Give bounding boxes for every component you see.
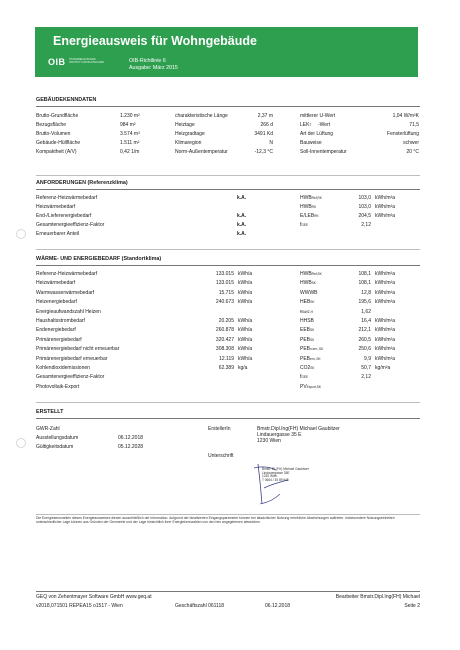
- kenndaten-value: 1,04 W/m²K: [392, 113, 419, 119]
- waerme-specific-value: 212,1: [358, 327, 371, 334]
- oib-logo-subtitle: [69, 58, 104, 65]
- waerme-specific-value: 108,1: [358, 280, 371, 287]
- section-heading-waerme: WÄRME- UND ENERGIEBEDARF (Standortklima): [36, 256, 162, 262]
- waerme-symbol-main: HWB: [300, 280, 312, 287]
- waerme-value: 62.389: [218, 365, 234, 371]
- kenndaten-value: 3491 Kd: [254, 131, 273, 137]
- kenndaten-label: Brutto-Grundfläche: [36, 113, 79, 119]
- section-divider: [36, 402, 420, 403]
- waerme-symbol: [300, 384, 321, 390]
- stamp-line: T 0664 / 35 89 645: [262, 477, 289, 482]
- footer-bearbeiter: Bearbeiter Bmstr.Dipl.Ing(FH) Michael: [335, 594, 420, 600]
- waerme-unit: kWh/a: [238, 355, 253, 362]
- waerme-label: Heizwärmebedarf: [36, 280, 76, 287]
- kenndaten-label: Heiztage: [175, 122, 195, 128]
- waerme-unit: kWh/a: [238, 346, 253, 353]
- ersteller-street: Lindauergasse 35 E: [257, 432, 302, 438]
- kenndaten-value: 0,42 1/m: [120, 149, 140, 155]
- waerme-specific-unit: kWh/m²a: [375, 289, 395, 296]
- waerme-specific-unit: kWh/m²a: [375, 327, 395, 334]
- waerme-label: Referenz-Heizwärmebedarf: [36, 271, 98, 277]
- footer-divider: [36, 591, 420, 592]
- lek-symbol-main: LEK: [300, 122, 310, 128]
- kenndaten-value: schwer: [403, 140, 419, 146]
- waerme-symbol-main: PEB: [300, 355, 311, 362]
- waerme-specific-value: 2,12: [361, 374, 371, 381]
- waerme-symbol-main: PEB: [300, 336, 311, 343]
- waerme-specific-value: 1,62: [361, 308, 371, 315]
- anforderung-symbol-subscript: Ref,RK: [311, 196, 322, 200]
- waerme-symbol-main: HEB: [300, 299, 311, 306]
- waerme-unit: kWh/a: [238, 336, 253, 343]
- waerme-value: 308.308: [215, 346, 234, 353]
- waerme-value: 133.015: [215, 280, 234, 287]
- waerme-label: Photovoltaik-Export: [36, 383, 80, 390]
- waerme-specific-value: 50,7: [361, 365, 371, 371]
- anforderung-value: 204,5: [358, 213, 371, 219]
- anforderung-ka: k.A.: [237, 231, 247, 237]
- punch-hole-mark: [16, 229, 26, 239]
- kenndaten-value: 1.230 m²: [120, 113, 140, 119]
- footer-software: GEQ von Zehentmayer Software GmbH www.geq.at: [36, 594, 152, 600]
- waerme-specific-unit: kWh/m²a: [375, 271, 395, 277]
- gueltigkeitsdatum-label: Gültigkeitsdatum: [36, 444, 74, 450]
- anforderung-ka: k.A.: [237, 213, 247, 219]
- kenndaten-value: Fensterlüftung: [387, 131, 419, 137]
- waerme-specific-value: 16,4: [361, 318, 371, 324]
- kenndaten-value: 266 d: [260, 122, 273, 128]
- oib-logo-subtitle-line: INSTITUT FÜR BAUTECHNIK: [69, 61, 105, 65]
- anforderung-label: Heizwärmebedarf: [36, 204, 76, 210]
- waerme-specific-unit: kWh/m²a: [375, 299, 395, 306]
- waerme-label: Energieaufwandszahl Heizen: [36, 308, 101, 315]
- ausgabe-label: Ausgabe: März 2015: [129, 64, 178, 71]
- section-heading-kenndaten: GEBÄUDEKENNDATEN: [36, 97, 97, 103]
- waerme-value: 12.119: [219, 355, 234, 362]
- anforderung-ka: k.A.: [237, 195, 247, 201]
- footer-geschaeftszahl: Geschäftszahl 061118: [175, 603, 225, 609]
- kenndaten-label: Bauweise: [300, 140, 322, 146]
- anforderung-symbol-main: HWB: [300, 204, 312, 210]
- waerme-label: Gesamtenergieeffizienz-Faktor: [36, 374, 105, 381]
- punch-hole-mark: [16, 438, 26, 448]
- waerme-label: Warmwasserwärmebedarf: [36, 289, 95, 296]
- anforderung-symbol-subscript: RK: [314, 214, 319, 218]
- ausstellungsdatum-value: 06.12.2018: [118, 435, 144, 441]
- anforderung-symbol-subscript: RK: [311, 205, 317, 209]
- waerme-value: 240.673: [215, 299, 234, 306]
- waerme-unit: kWh/a: [238, 271, 253, 277]
- waerme-symbol-main: PV: [300, 383, 307, 390]
- waerme-unit: kWh/a: [238, 318, 253, 324]
- anforderung-label: End-/Lieferenergiebedarf: [36, 213, 92, 219]
- section-divider: [36, 189, 420, 190]
- waerme-label: Kohlendioxidemissionen: [36, 365, 90, 371]
- kenndaten-value: 71,5: [409, 122, 419, 128]
- stamp-line: Bmstr. DI (FH) Michael Gaubitzer: [262, 467, 309, 471]
- waerme-value: 133.015: [215, 271, 234, 277]
- waerme-specific-unit: kg/m²a: [375, 365, 391, 371]
- kenndaten-label: Soll-Innentemperatur: [300, 149, 347, 155]
- section-divider: [36, 514, 420, 515]
- waerme-symbol-subscript: SK: [310, 300, 315, 305]
- footer-date: 06.12.2018: [265, 603, 291, 609]
- waerme-specific-value: 12,8: [361, 289, 371, 296]
- waerme-label: Endenergiebedarf: [36, 327, 76, 334]
- waerme-unit: kg/a: [238, 365, 248, 371]
- footer-version: v2018,071501 REPEA15 o1517 - Wien: [36, 603, 123, 609]
- waerme-unit: kWh/a: [238, 280, 253, 287]
- stamp-line: Lindauergasse 35E: [262, 470, 290, 475]
- waerme-specific-unit: kWh/m²a: [375, 355, 395, 362]
- ausstellungsdatum-label: Ausstellungsdatum: [36, 435, 79, 441]
- waerme-symbol-subscript: Ref,SK: [311, 272, 322, 276]
- kenndaten-value: 20 °C: [406, 149, 419, 155]
- kenndaten-label: charakteristische Länge: [175, 113, 228, 119]
- anforderung-value: 2,12: [361, 222, 371, 228]
- kenndaten-label: mittlerer U-Wert: [300, 113, 336, 119]
- kenndaten-label: Art der Lüftung: [300, 131, 334, 137]
- waerme-specific-value: 250,6: [358, 346, 371, 353]
- waerme-symbol-main: PEB: [300, 346, 311, 353]
- kenndaten-value: 984 m²: [120, 122, 136, 128]
- waerme-label: Primärenergiebedarf erneuerbar: [36, 355, 108, 362]
- kenndaten-label: Norm-Außentemperatur: [175, 149, 228, 155]
- waerme-symbol-main: HHSB: [300, 318, 314, 324]
- richtlinie-label: OIB-Richtlinie 6: [129, 58, 166, 64]
- anforderung-unit: kWh/m²a: [375, 213, 395, 219]
- kenndaten-value: -12,3 °C: [254, 149, 273, 155]
- anforderung-unit: kWh/m²a: [375, 204, 395, 210]
- waerme-symbol-main: EEB: [300, 327, 311, 334]
- section-divider: [36, 106, 420, 107]
- section-divider: [36, 175, 420, 176]
- title-banner: [35, 27, 418, 77]
- waerme-value: 15.715: [218, 289, 234, 296]
- kenndaten-label: Klimaregion: [175, 140, 202, 146]
- anforderung-value: 103,0: [358, 195, 371, 201]
- waerme-symbol-subscript: SK: [310, 328, 315, 333]
- waerme-symbol-subscript: AWZ,H: [302, 309, 313, 314]
- anforderung-label: Referenz-Heizwärmebedarf: [36, 195, 98, 201]
- anforderung-symbol-main: E/LEB: [300, 213, 315, 219]
- waerme-symbol-subscript: SK: [310, 366, 315, 370]
- kenndaten-label: Bezugsfläche: [36, 122, 67, 128]
- waerme-specific-value: 108,1: [358, 271, 371, 277]
- waerme-symbol-main: WWWB: [300, 289, 318, 296]
- kenndaten-label: Gebäude-Hüllfläche: [36, 140, 81, 146]
- waerme-specific-unit: kWh/m²a: [375, 346, 395, 353]
- anforderung-symbol-main: f: [300, 222, 302, 228]
- section-heading-erstellt: ERSTELLT: [36, 409, 64, 415]
- waerme-symbol-subscript: n.ern.,SK: [310, 347, 324, 352]
- section-divider: [36, 418, 420, 419]
- waerme-symbol-main: e: [300, 308, 303, 315]
- waerme-label: Primärenergiebedarf: [36, 336, 82, 343]
- lek-suffix: -Wert: [318, 122, 331, 128]
- waerme-unit: kWh/a: [238, 327, 253, 334]
- waerme-specific-value: 260,5: [358, 336, 371, 343]
- waerme-specific-unit: kWh/m²a: [375, 318, 395, 324]
- waerme-label: Primärenergiebedarf nicht erneuerbar: [36, 346, 120, 353]
- waerme-value: 320.427: [215, 336, 234, 343]
- waerme-specific-value: 195,6: [358, 299, 371, 306]
- waerme-symbol-main: HWB: [300, 271, 312, 277]
- waerme-label: Haushaltsstrombedarf: [36, 318, 85, 324]
- richtlinie-info: [129, 58, 178, 71]
- waerme-symbol-subscript: GEE: [301, 375, 309, 380]
- lek-symbol: [300, 122, 311, 128]
- kenndaten-label: Heizgradtage: [175, 131, 205, 137]
- kenndaten-label: Brutto-Volumen: [36, 131, 71, 137]
- gueltigkeitsdatum-value: 05.12.2028: [118, 444, 144, 450]
- kenndaten-value: N: [269, 140, 273, 146]
- anforderung-label: Gesamtenergieeffizienz-Faktor: [36, 222, 105, 228]
- waerme-unit: kWh/a: [238, 289, 253, 296]
- footer-seite: Seite 2: [404, 603, 420, 609]
- gwr-label: GWR-Zahl: [36, 426, 60, 432]
- section-divider: [36, 249, 420, 250]
- lek-symbol-subscript: T: [309, 123, 312, 127]
- kenndaten-value: 3.574 m³: [120, 131, 140, 137]
- waerme-specific-unit: kWh/m²a: [375, 280, 395, 287]
- waerme-value: 20.205: [218, 318, 234, 324]
- anforderung-value: 103,0: [358, 204, 371, 210]
- signature-image: [250, 458, 320, 510]
- document-title: Energieausweis für Wohngebäude: [53, 34, 257, 48]
- waerme-symbol-main: f: [300, 374, 302, 381]
- waerme-specific-value: 9,9: [364, 355, 371, 362]
- unterschrift-label: Unterschrift: [208, 453, 234, 459]
- kenndaten-value: 2,37 m: [257, 113, 273, 119]
- waerme-specific-unit: kWh/m²a: [375, 336, 395, 343]
- anforderung-label: Erneuerbarer Anteil: [36, 231, 80, 237]
- anforderung-symbol-main: HWB: [300, 195, 312, 201]
- anforderung-unit: kWh/m²a: [375, 195, 395, 201]
- ersteller-stamp: [262, 468, 309, 482]
- waerme-value: 260.878: [215, 327, 234, 334]
- section-heading-anforderungen: ANFORDERUNGEN (Referenzklima): [36, 180, 128, 186]
- disclaimer-text: Die Energiekennzahlen dieses Energieausweises dienen ausschließlich der Information. Aufgrund der idealisierten Eingangsparameter können bei tatsächlicher Nutzung erhebliche Abweichungen auftreten. Insbesondere Nutzungseinheiten unterschiedlicher Lage können aus Gründen der Geometrie und der Lage hinsichtlich ihrer Energiekennzahlen von den hier angegebenen abweichen.: [36, 516, 395, 525]
- oib-logo-subtitle-line: ÖSTERREICHISCHES: [69, 58, 96, 61]
- waerme-symbol-main: CO2: [300, 365, 311, 371]
- erstellerin-label: ErstellerIn: [208, 426, 231, 432]
- oib-logo: OIB: [48, 57, 66, 67]
- waerme-symbol-subscript: ern.,SK: [310, 356, 321, 361]
- waerme-symbol-subscript: SK: [310, 337, 315, 342]
- ersteller-name: Bmstr.Dipl.Ing(FH) Michael Gaubitzer: [257, 426, 340, 432]
- stamp-line: 1230 Wien: [262, 474, 278, 479]
- waerme-unit: kWh/a: [238, 299, 253, 306]
- section-divider: [36, 265, 420, 266]
- kenndaten-label: Kompaktheit (A/V): [36, 149, 77, 155]
- waerme-symbol-subscript: SK: [311, 281, 316, 286]
- waerme-symbol-subscript: Export,SK: [306, 384, 322, 389]
- anforderung-ka: k.A.: [237, 222, 247, 228]
- anforderung-symbol-subscript: GEE: [301, 223, 309, 227]
- kenndaten-value: 1.511 m²: [120, 140, 140, 146]
- ersteller-city: 1230 Wien: [257, 438, 281, 444]
- waerme-label: Heizenergiebedarf: [36, 299, 77, 306]
